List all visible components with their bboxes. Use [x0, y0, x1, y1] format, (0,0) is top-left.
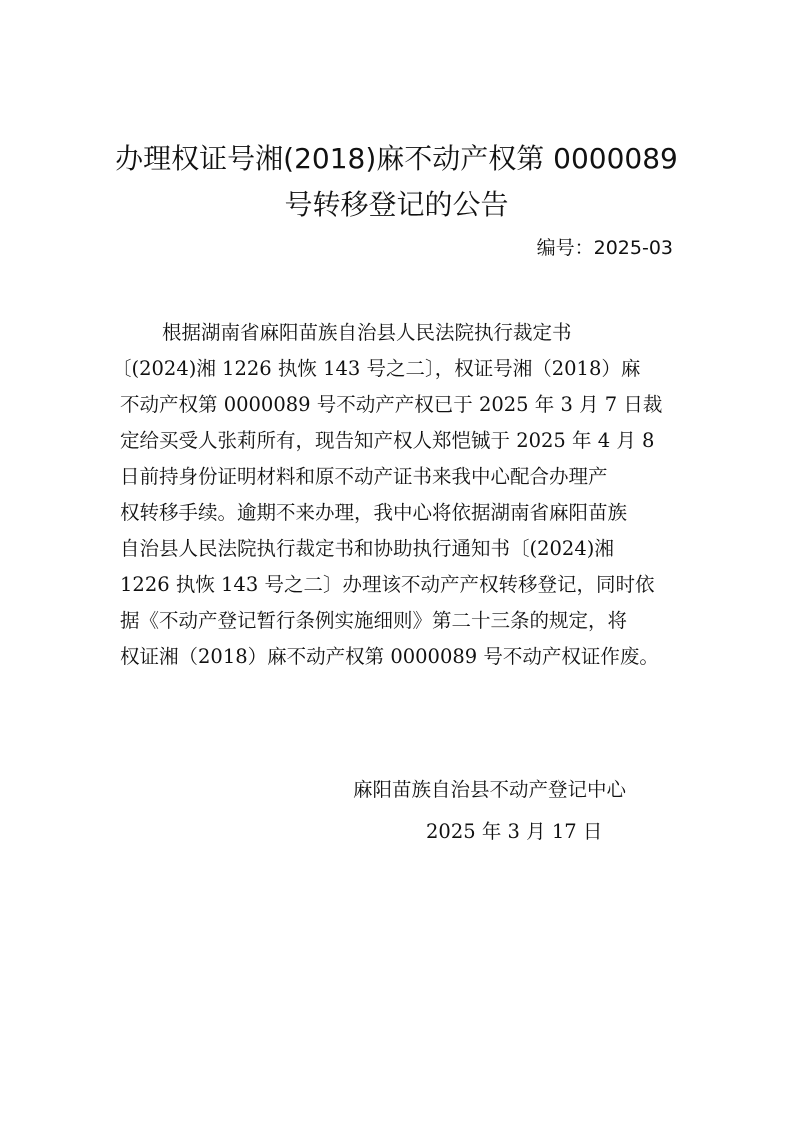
- body-line-8: 1226 执恢 143 号之二〕办理该不动产产权转移登记，同时依: [120, 573, 655, 596]
- body-line-9: 据《不动产登记暂行条例实施细则》第二十三条的规定，将: [120, 609, 628, 632]
- body-line-5: 日前持身份证明材料和原不动产证书来我中心配合办理产: [120, 465, 608, 488]
- body-line-6: 权转移手续。逾期不来办理，我中心将依据湖南省麻阳苗族: [120, 501, 628, 524]
- body-line-7: 自治县人民法院执行裁定书和协助执行通知书〔(2024)湘: [120, 537, 614, 560]
- notice-number: 编号：2025-03: [536, 237, 673, 259]
- body-line-3: 不动产权第 0000089 号不动产产权已于 2025 年 3 月 7 日裁: [120, 393, 663, 416]
- body-line-4: 定给买受人张莉所有，现告知产权人郑恺铖于 2025 年 4 月 8: [120, 429, 655, 452]
- notice-title-line-1: 办理权证号湘(2018)麻不动产权第 0000089: [115, 142, 678, 175]
- body-line-10: 权证湘（2018）麻不动产权第 0000089 号不动产权证作废。: [120, 645, 659, 668]
- issue-date: 2025 年 3 月 17 日: [426, 820, 603, 843]
- issuer-name: 麻阳苗族自治县不动产登记中心: [353, 778, 627, 801]
- body-line-2: 〔(2024)湘 1226 执恢 143 号之二〕，权证号湘（2018）麻: [112, 357, 641, 380]
- notice-title-line-2: 号转移登记的公告: [284, 188, 509, 221]
- body-line-1: 根据湖南省麻阳苗族自治县人民法院执行裁定书: [162, 321, 572, 344]
